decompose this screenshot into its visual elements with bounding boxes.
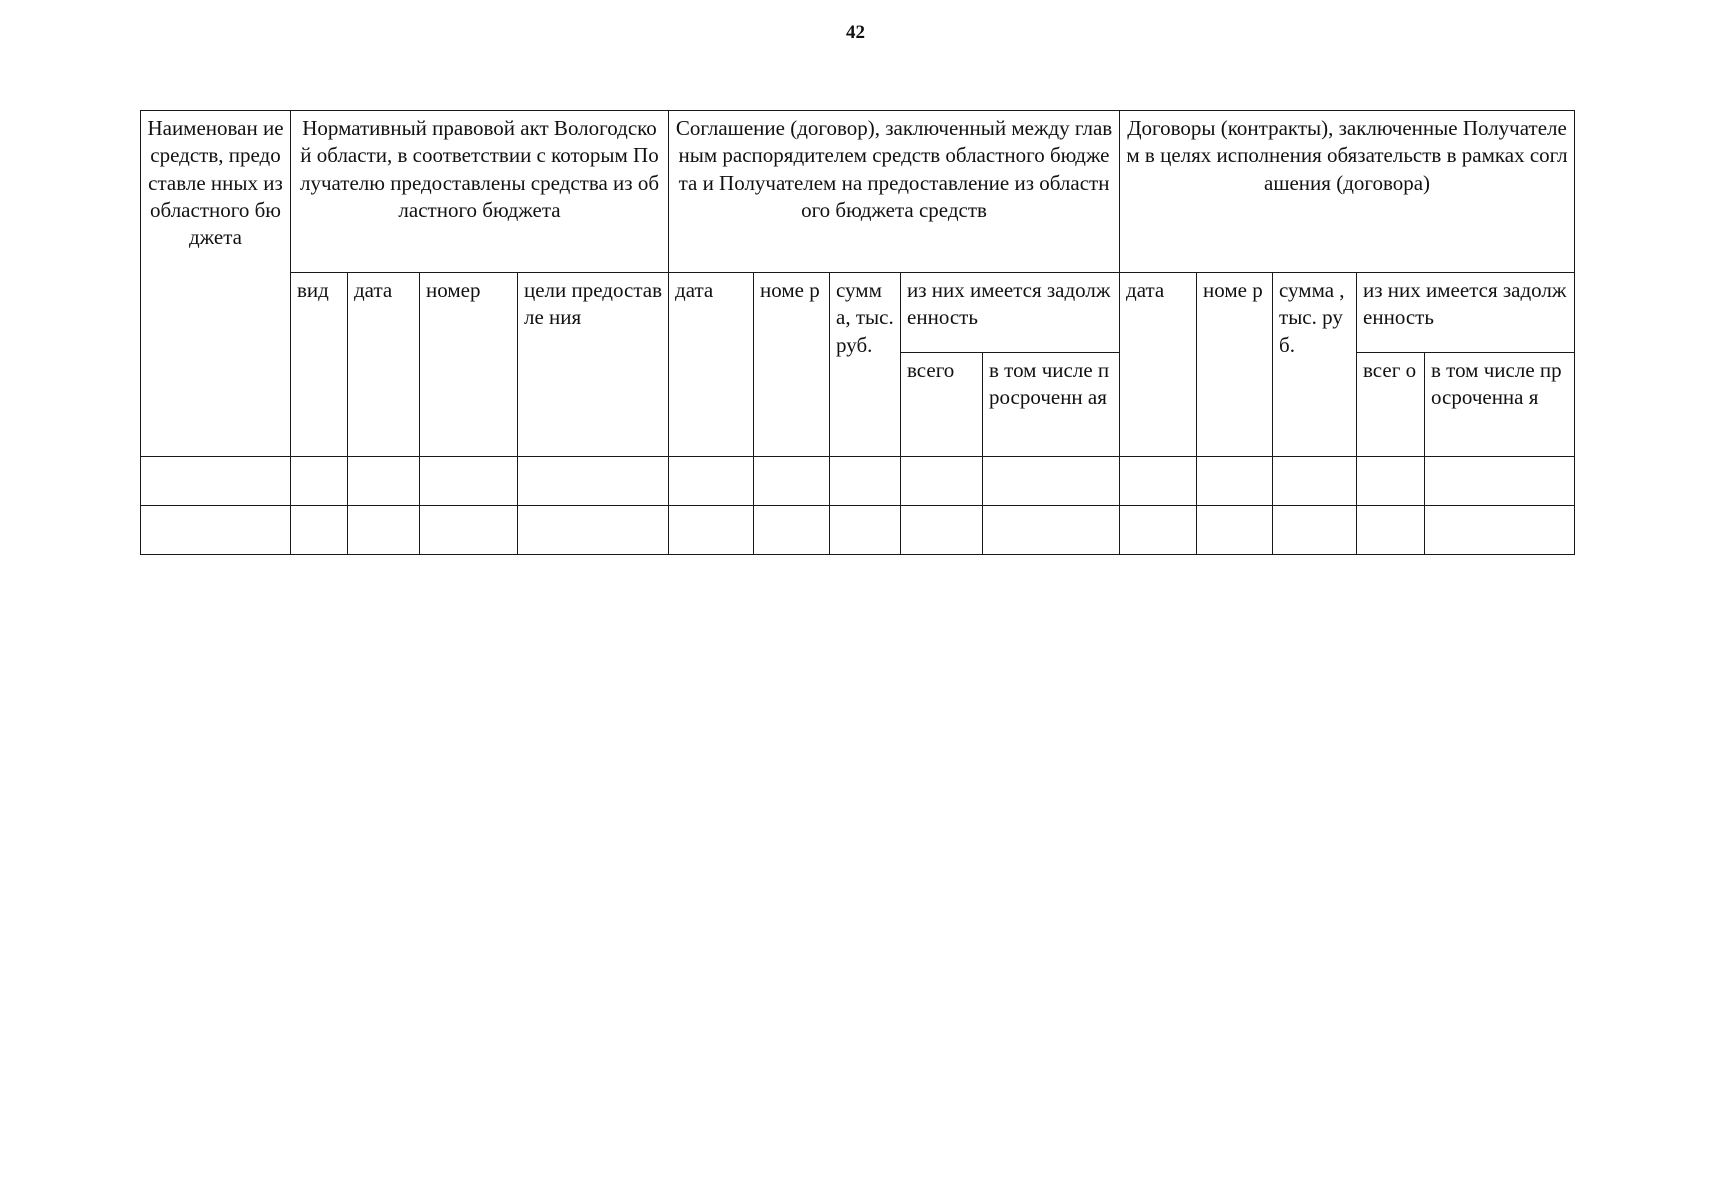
header-contracts-number: номе р	[1197, 273, 1273, 457]
table-cell	[1197, 506, 1273, 555]
header-act-type: вид	[291, 273, 348, 457]
header-legal-act: Нормативный правовой акт Вологодской области, в соответствии с которым Получателю предоставлены средства из областного бюджета	[291, 111, 669, 273]
header-row-sub	[141, 273, 1575, 353]
table-row	[141, 506, 1575, 555]
header-act-number: номер	[420, 273, 518, 457]
page-number: 42	[846, 22, 865, 43]
table-cell	[754, 457, 830, 506]
header-contracts-date: дата	[1120, 273, 1197, 457]
table-cell	[830, 457, 901, 506]
header-agreement-debt-overdue: в том числе просроченн ая	[983, 353, 1120, 457]
header-contracts-debt: из них имеется задолженность	[1357, 273, 1575, 353]
table-cell	[420, 457, 518, 506]
header-row-groups	[141, 111, 1575, 273]
table-row	[141, 457, 1575, 506]
header-act-date: дата	[348, 273, 420, 457]
table-cell	[901, 506, 983, 555]
header-contracts: Договоры (контракты), заключенные Получателем в целях исполнения обязательств в рамках соглашения (договора)	[1120, 111, 1575, 273]
table-cell	[1120, 506, 1197, 555]
table-cell	[1120, 457, 1197, 506]
table-cell	[669, 506, 754, 555]
table-cell	[348, 506, 420, 555]
table-cell	[1273, 457, 1357, 506]
table-cell	[1425, 457, 1575, 506]
header-agreement-sum: сумм а, тыс. руб.	[830, 273, 901, 457]
header-agreement-number: номе р	[754, 273, 830, 457]
header-funds-name: Наименован ие средств, предоставле нных из областного бюджета	[141, 111, 291, 457]
table-cell	[141, 506, 291, 555]
table-cell	[983, 457, 1120, 506]
header-agreement: Соглашение (договор), заключенный между главным распорядителем средств областного бюджета и Получателем на предоставление из областного бюджета средств	[669, 111, 1120, 273]
table-cell	[1273, 506, 1357, 555]
table-cell	[1357, 506, 1425, 555]
table-cell	[291, 457, 348, 506]
table-cell	[830, 506, 901, 555]
header-agreement-debt-total: всего	[901, 353, 983, 457]
table-cell	[518, 457, 669, 506]
header-contracts-debt-total: всег о	[1357, 353, 1425, 457]
header-contracts-debt-overdue: в том числе просроченна я	[1425, 353, 1575, 457]
table-cell	[518, 506, 669, 555]
table-cell	[1357, 457, 1425, 506]
header-act-purpose: цели предоставле ния	[518, 273, 669, 457]
table-cell	[754, 506, 830, 555]
table-cell	[348, 457, 420, 506]
table-cell	[141, 457, 291, 506]
table-cell	[420, 506, 518, 555]
header-agreement-debt: из них имеется задолженность	[901, 273, 1120, 353]
header-contracts-sum: сумма , тыс. руб.	[1273, 273, 1357, 457]
table-cell	[291, 506, 348, 555]
funds-table	[140, 110, 1575, 555]
table-cell	[1197, 457, 1273, 506]
table-cell	[1425, 506, 1575, 555]
table-cell	[983, 506, 1120, 555]
header-agreement-date: дата	[669, 273, 754, 457]
table-cell	[901, 457, 983, 506]
table-cell	[669, 457, 754, 506]
